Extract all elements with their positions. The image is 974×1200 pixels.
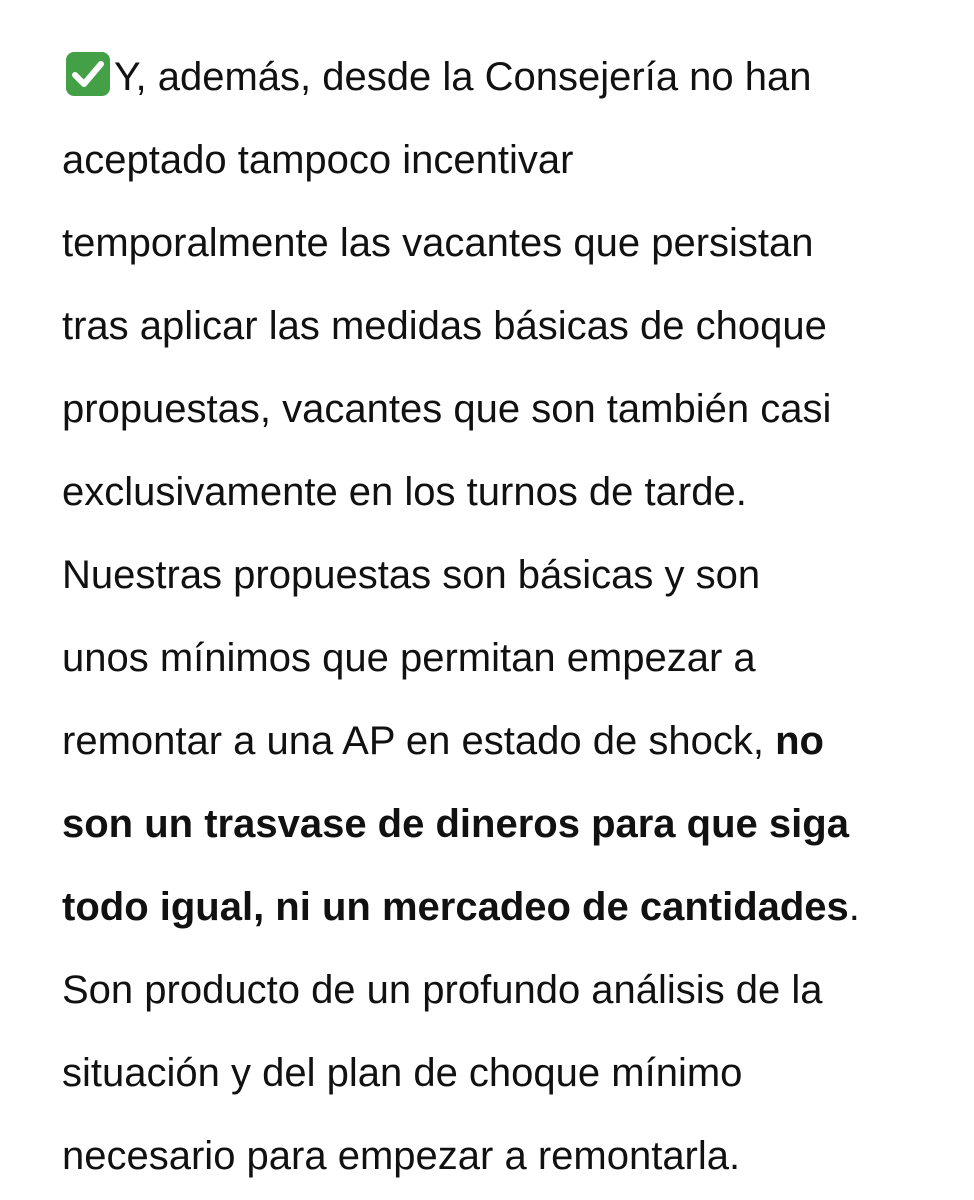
text-line-9 — [62, 700, 962, 783]
text-line-14: necesario para empezar a remontarla. — [62, 1134, 741, 1178]
text-line-7: Nuestras propuestas son básicas y son — [62, 553, 761, 597]
bold-text: no — [775, 719, 824, 763]
text-line-2: aceptado tampoco incentivar — [62, 138, 574, 182]
text-line-3: temporalmente las vacantes que persistan — [62, 221, 814, 265]
text-line-1 — [62, 36, 962, 119]
post-text-body — [62, 36, 962, 1198]
text-line-8: unos mínimos que permitan empezar a — [62, 636, 756, 680]
line-text: Y, además, desde la Consejería no han — [114, 55, 812, 99]
text-line-4: tras aplicar las medidas básicas de choque — [62, 304, 827, 348]
text-line-6: exclusivamente en los turnos de tarde. — [62, 470, 747, 514]
line-text: remontar a una AP en estado de shock, — [62, 719, 776, 763]
text-line-10: son un trasvase de dineros para que siga — [62, 802, 849, 846]
bold-text: todo igual, ni un mercadeo de cantidades — [62, 885, 849, 929]
text-line-5: propuestas, vacantes que son también casi — [62, 387, 832, 431]
line-text: . — [848, 885, 860, 929]
text-line-11 — [62, 866, 962, 949]
check-mark-button-icon — [64, 50, 112, 98]
text-line-13: situación y del plan de choque mínimo — [62, 1051, 743, 1095]
text-line-12: Son producto de un profundo análisis de la — [62, 968, 823, 1012]
